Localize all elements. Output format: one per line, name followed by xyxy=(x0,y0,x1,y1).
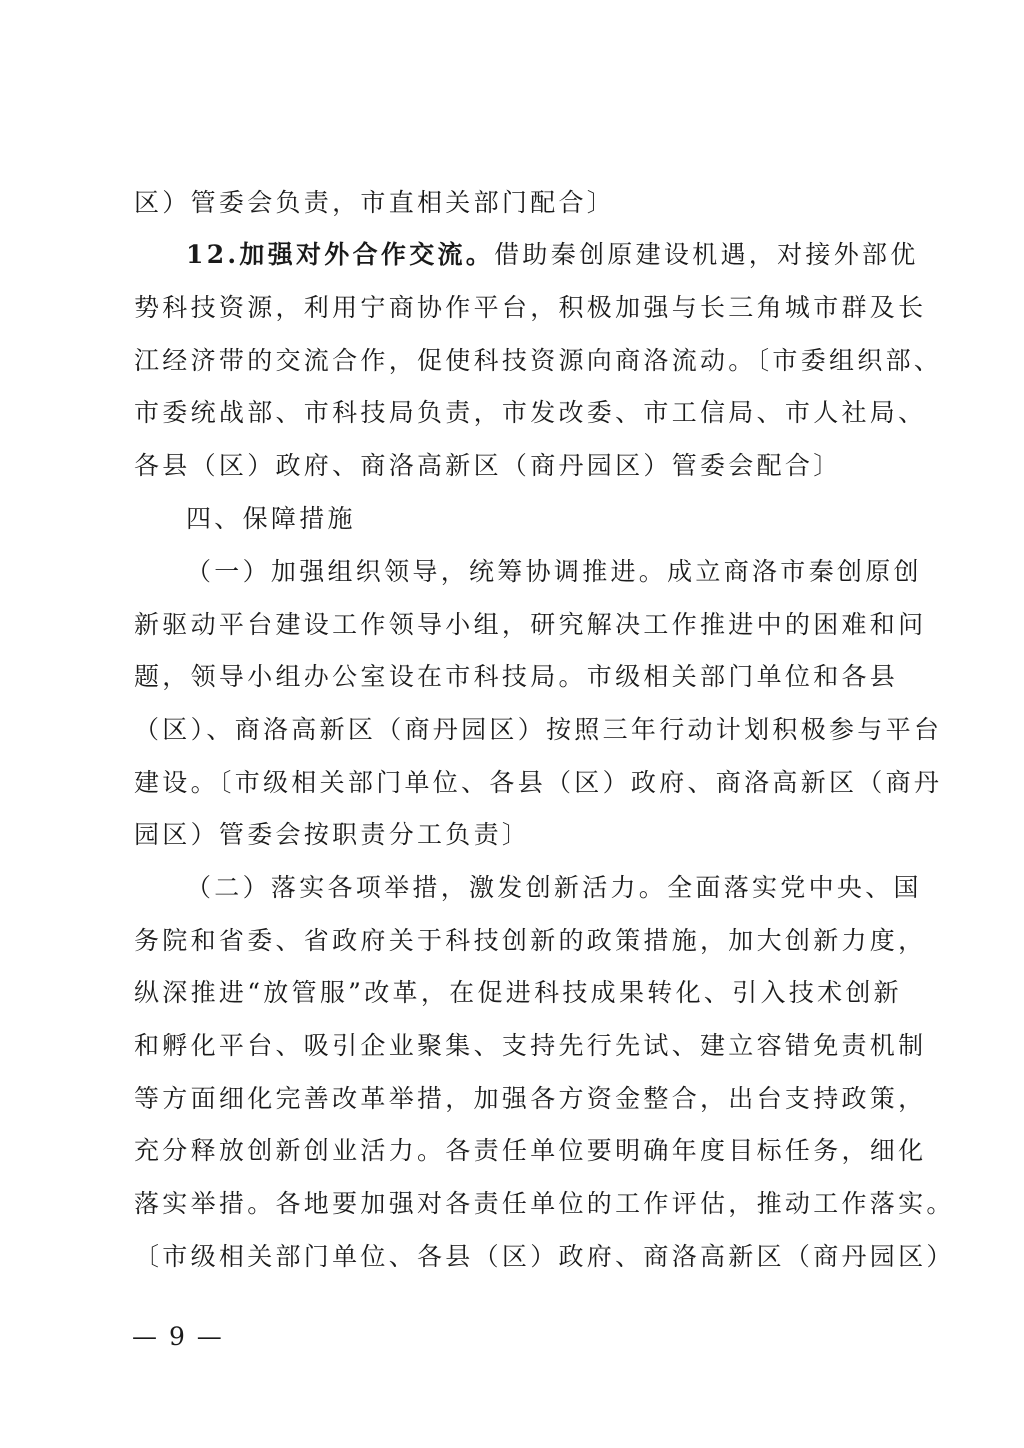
text-line-4: 江经济带的交流合作，促使科技资源向商洛流动。〔市委组织部、 xyxy=(134,346,943,375)
para-1-line-1: （一）加强组织领导，统筹协调推进。成立商洛市秦创原创 xyxy=(186,557,922,586)
para-1-line-2: 新驱动平台建设工作领导小组，研究解决工作推进中的困难和问 xyxy=(134,610,927,639)
text-line-6: 各县（区）政府、商洛高新区（商丹园区）管委会配合〕 xyxy=(134,451,842,480)
section-heading: 四、保障措施 xyxy=(186,504,356,533)
item-12-line xyxy=(186,240,919,270)
page-number: — 9 — xyxy=(132,1322,224,1351)
para-2-line-6: 充分释放创新创业活力。各责任单位要明确年度目标任务，细化 xyxy=(134,1136,927,1165)
para-1-line-3: 题，领导小组办公室设在市科技局。市级相关部门单位和各县 xyxy=(134,662,899,691)
text-line-5: 市委统战部、市科技局负责，市发改委、市工信局、市人社局、 xyxy=(134,398,927,427)
text-line-3: 势科技资源，利用宁商协作平台，积极加强与长三角城市群及长 xyxy=(134,293,927,322)
para-2-line-5: 等方面细化完善改革举措，加强各方资金整合，出台支持政策， xyxy=(134,1084,927,1113)
para-1-line-5: 建设。〔市级相关部门单位、各县（区）政府、商洛高新区（商丹 xyxy=(134,768,943,797)
para-2-line-4: 和孵化平台、吸引企业聚集、支持先行先试、建立容错免责机制 xyxy=(134,1031,927,1060)
text-line-1: 区）管委会负责，市直相关部门配合〕 xyxy=(134,188,616,217)
para-2-line-2: 务院和省委、省政府关于科技创新的政策措施，加大创新力度， xyxy=(134,926,927,955)
para-1-line-6: 园区）管委会按职责分工负责〕 xyxy=(134,820,531,849)
para-2-line-7: 落实举措。各地要加强对各责任单位的工作评估，推动工作落实。 xyxy=(134,1189,955,1218)
item-12-text: 借助秦创原建设机遇，对接外部优 xyxy=(494,240,919,269)
para-2-line-3: 纵深推进“放管服”改革，在促进科技成果转化、引入技术创新 xyxy=(134,978,902,1007)
para-2-line-8: 〔市级相关部门单位、各县（区）政府、商洛高新区（商丹园区） xyxy=(134,1242,955,1271)
item-12-heading: 12.加强对外合作交流。 xyxy=(186,240,495,269)
para-2-line-1: （二）落实各项举措，激发创新活力。全面落实党中央、国 xyxy=(186,873,922,902)
para-1-line-4: （区）、商洛高新区（商丹园区）按照三年行动计划积极参与平台 xyxy=(134,715,943,744)
